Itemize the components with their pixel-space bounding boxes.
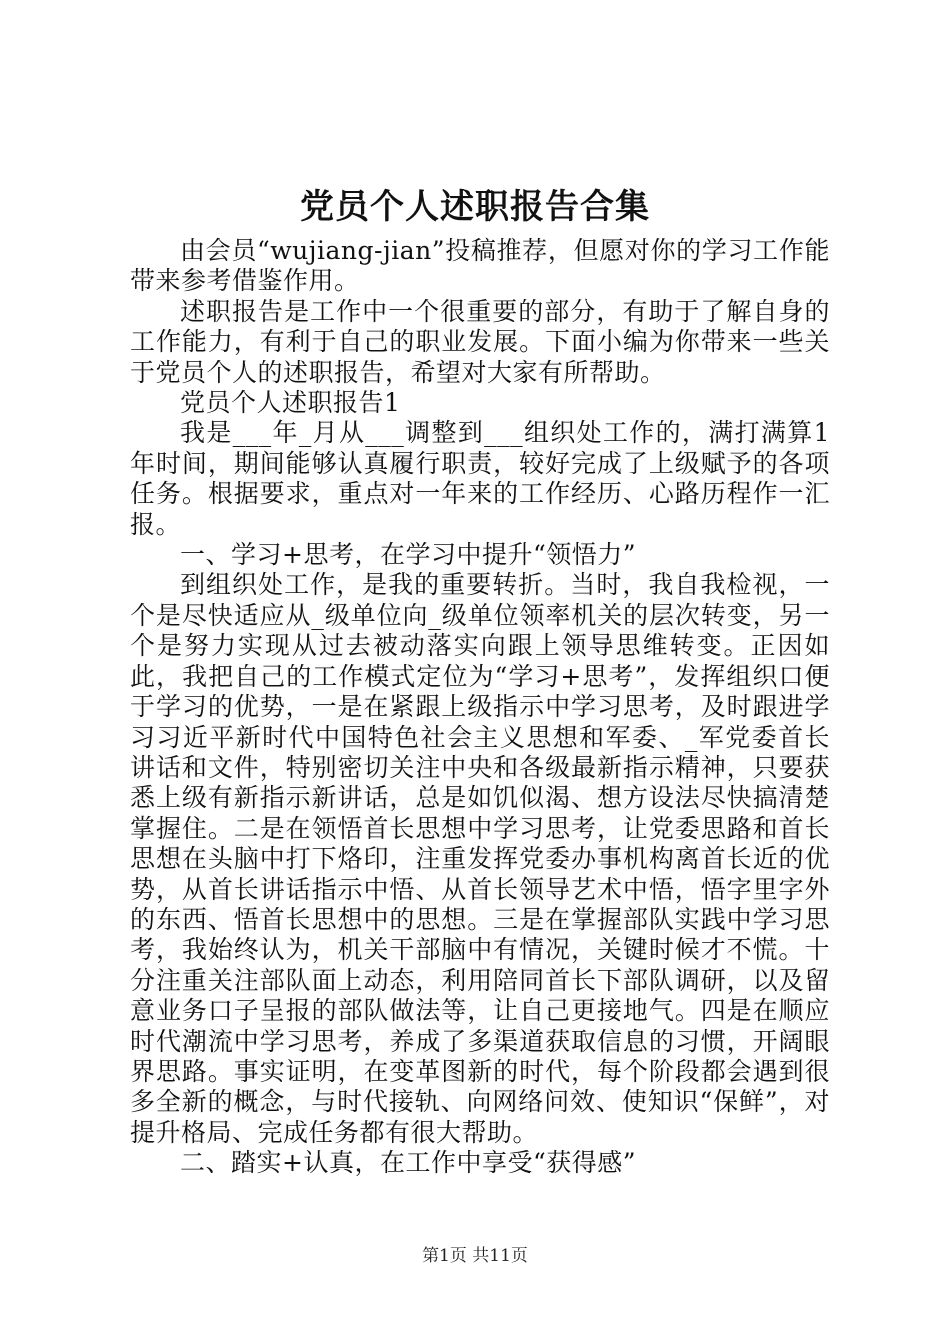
paragraph-self-intro: 我是___年_月从___调整到___组织处工作的，满打满算1年时间，期间能够认真履行职责，较好完成了上级赋予的各项任务。根据要求，重点对一年来的工作经历、心路历程作一汇报。 (130, 418, 830, 539)
paragraph-intro: 由会员“wujiang-jian”投稿推荐，但愿对你的学习工作能带来参考借鉴作用。 (130, 236, 830, 296)
section-heading-report-1: 党员个人述职报告1 (180, 388, 401, 418)
section-heading-study: 一、学习+思考，在学习中提升“领悟力” (180, 540, 637, 570)
document-body (130, 236, 830, 1179)
page-footer: 第1页 共11页 (422, 1246, 528, 1266)
paragraph-study-detail: 到组织处工作，是我的重要转折。当时，我自我检视，一个是尽快适应从_级单位向_级单位领率机关的层次转变，另一个是努力实现从过去被动落实向跟上领导思维转变。正因如此，我把自己的工作模式定位为“学习+思考”，发挥组织口便于学习的优势，一是在紧跟上级指示中学习思考，及时跟进学习习近平新时代中国特色社会主义思想和军委、_军党委首长讲话和文件，特别密切关注中央和各级最新指示精神，只要获悉上级有新指示新讲话，总是如饥似渴、想方设法尽快搞清楚掌握住。二是在领悟首长思想中学习思考，让党委思路和首长思想在头脑中打下烙印，注重发挥党委办事机构离首长近的优势，从首长讲话指示中悟、从首长领导艺术中悟，悟字里字外的东西、悟首长思想中的思想。三是在掌握部队实践中学习思考，我始终认为，机关干部脑中有情况，关键时候才不慌。十分注重关注部队面上动态，利用陪同首长下部队调研，以及留意业务口子呈报的部队做法等，让自己更接地气。四是在顺应时代潮流中学习思考，养成了多渠道获取信息的习惯，开阔眼界思路。事实证明，在变革图新的时代，每个阶段都会遇到很多全新的概念，与时代接轨、向网络问效、使知识“保鲜”，对提升格局、完成任务都有很大帮助。 (130, 570, 830, 1147)
section-heading-work: 二、踏实+认真，在工作中享受“获得感” (180, 1148, 637, 1178)
paragraph-summary: 述职报告是工作中一个很重要的部分，有助于了解自身的工作能力，有利于自己的职业发展。下面小编为你带来一些关于党员个人的述职报告，希望对大家有所帮助。 (130, 296, 830, 387)
document-title: 党员个人述职报告合集 (300, 187, 650, 227)
